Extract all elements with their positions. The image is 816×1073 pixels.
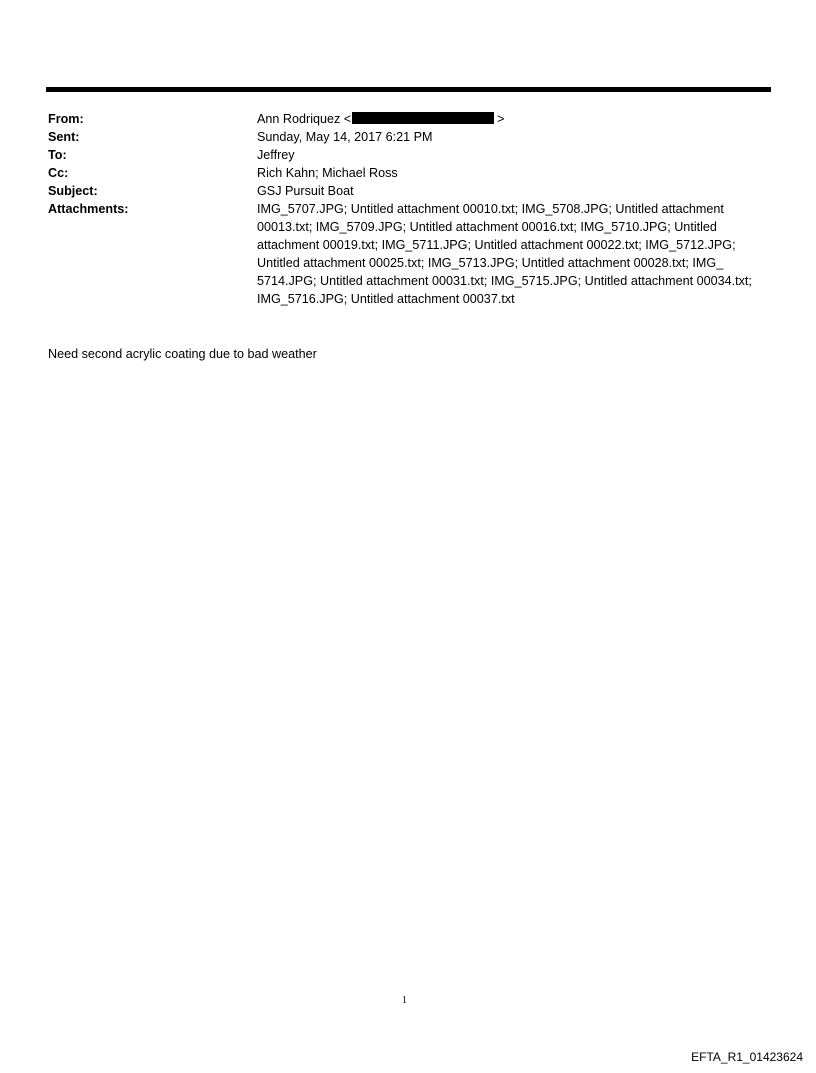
from-value — [257, 110, 768, 128]
from-name: Ann Rodriquez < — [257, 112, 352, 126]
to-row — [48, 146, 768, 164]
to-value: Jeffrey — [257, 148, 295, 162]
from-label: From: — [48, 112, 84, 126]
sent-label: Sent: — [48, 130, 80, 144]
attachments-value: IMG_5707.JPG; Untitled attachment 00010.txt; IMG_5708.JPG; Untitled attachment 00013.txt; IMG_5709.JPG; Untitled attachment 00016.txt; IMG_5710.JPG; Untitled attachment 00019.txt; IMG_5711.JPG; Untitled attachment 00022.txt; IMG_5712.JPG; Untitled attachment 00025.txt; IMG_5713.JPG; Untitled attachment 00028.txt; IMG_ 5714.JPG; Untitled attachment 00031.txt; IMG_5715.JPG; Untitled attachment 00034.txt; IMG_5716.JPG; Untitled attachment 00037.txt — [257, 202, 752, 306]
to-label: To: — [48, 148, 67, 162]
subject-row — [48, 182, 768, 200]
from-close: > — [497, 112, 505, 126]
subject-label: Subject: — [48, 184, 98, 198]
sent-value: Sunday, May 14, 2017 6:21 PM — [257, 130, 433, 144]
document-id: EFTA_R1_01423624 — [691, 1050, 803, 1064]
cc-row — [48, 164, 768, 182]
subject-value: GSJ Pursuit Boat — [257, 184, 354, 198]
page-number: 1 — [402, 995, 407, 1006]
cc-label: Cc: — [48, 166, 69, 180]
message-body: Need second acrylic coating due to bad weather — [48, 347, 317, 361]
attachments-row — [48, 200, 768, 308]
from-row — [48, 110, 768, 128]
header-divider — [46, 87, 771, 92]
attachments-label: Attachments: — [48, 202, 129, 216]
sent-row — [48, 128, 768, 146]
email-header — [48, 110, 768, 308]
redaction-box — [352, 112, 494, 124]
cc-value: Rich Kahn; Michael Ross — [257, 166, 398, 180]
